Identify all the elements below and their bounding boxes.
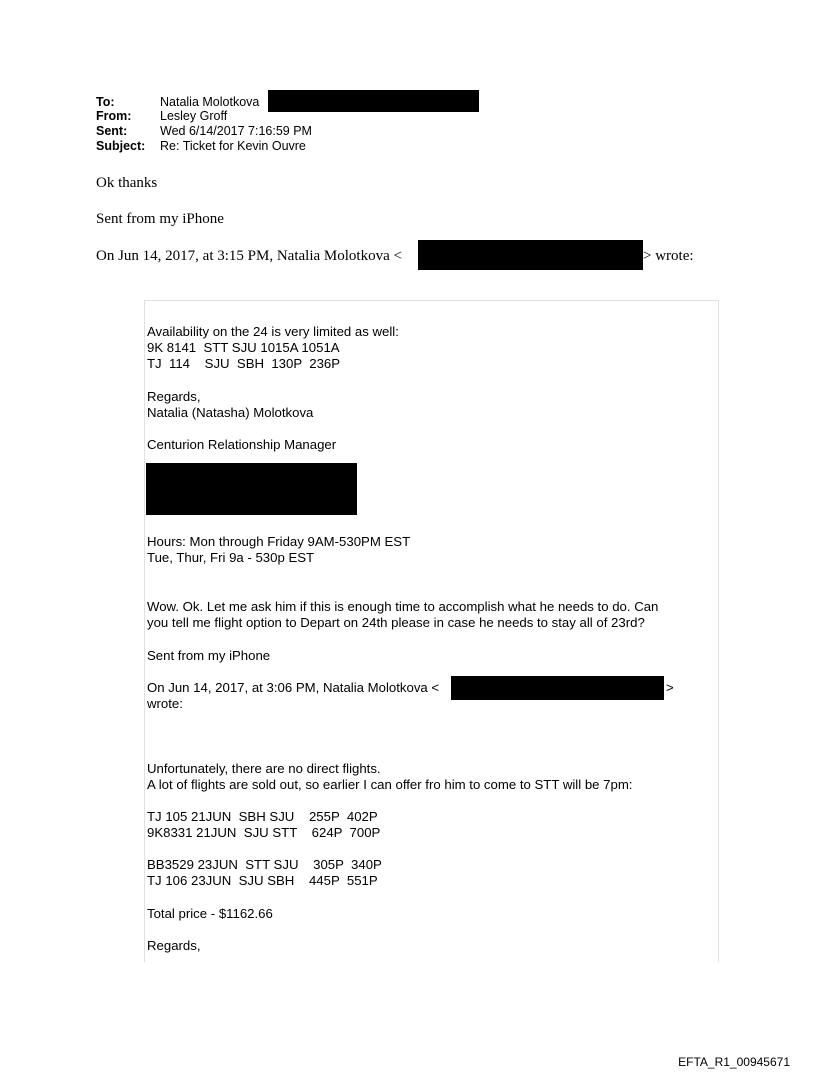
redaction-intro-2-email	[451, 676, 664, 700]
quoted-sender-name: Natalia (Natasha) Molotkova	[147, 405, 314, 420]
from-value: Lesley Groff	[160, 109, 228, 123]
subject-value: Re: Ticket for Kevin Ouvre	[160, 139, 306, 153]
quoted-regards: Regards,	[147, 389, 201, 404]
quoted-hours-2: Tue, Thur, Fri 9a - 530p EST	[147, 550, 315, 565]
to-label: To:	[96, 95, 115, 109]
quoted-sent-iphone: Sent from my iPhone	[147, 648, 271, 663]
sent-label: Sent:	[96, 124, 128, 138]
quoted-intro-2-wrote: wrote:	[147, 696, 183, 711]
quoted-intro-2-after: >	[666, 680, 674, 695]
from-label: From:	[96, 109, 132, 123]
quoted-leg-2: 9K8331 21JUN SJU STT 624P 700P	[147, 825, 381, 840]
sent-value: Wed 6/14/2017 7:16:59 PM	[160, 124, 312, 138]
reply-text: Ok thanks	[96, 175, 158, 191]
quoted-wow-2: you tell me flight option to Depart on 24th please in case he needs to stay all of 23rd?	[147, 615, 645, 630]
quoted-flight-2: TJ 114 SJU SBH 130P 236P	[147, 356, 341, 371]
redaction-quote-email	[418, 240, 643, 270]
quoted-wow-1: Wow. Ok. Let me ask him if this is enough time to accomplish what he needs to do. Can	[147, 599, 659, 614]
quoted-availability: Availability on the 24 is very limited as well:	[147, 324, 399, 339]
reply-signature: Sent from my iPhone	[96, 211, 224, 227]
quoted-leg-4: TJ 106 23JUN SJU SBH 445P 551P	[147, 873, 378, 888]
redaction-contact-block	[146, 463, 357, 515]
bates-number: EFTA_R1_00945671	[678, 1055, 790, 1069]
quoted-sender-title: Centurion Relationship Manager	[147, 437, 337, 452]
quoted-total-price: Total price - $1162.66	[147, 906, 273, 921]
quoted-flight-1: 9K 8141 STT SJU 1015A 1051A	[147, 340, 340, 355]
quoted-hours-1: Hours: Mon through Friday 9AM-530PM EST	[147, 534, 411, 549]
quoted-intro-2: On Jun 14, 2017, at 3:06 PM, Natalia Molotkova <	[147, 680, 440, 695]
quoted-leg-1: TJ 105 21JUN SBH SJU 255P 402P	[147, 809, 378, 824]
subject-label: Subject:	[96, 139, 146, 153]
quoted-unfortunately: Unfortunately, there are no direct flights.	[147, 761, 381, 776]
quoted-regards-2: Regards,	[147, 938, 201, 953]
quoted-leg-3: BB3529 23JUN STT SJU 305P 340P	[147, 857, 382, 872]
redaction-to-email	[268, 90, 479, 112]
quote-intro-after: > wrote:	[643, 248, 694, 264]
quoted-sold-out: A lot of flights are sold out, so earlier I can offer fro him to come to STT will be 7pm:	[147, 777, 633, 792]
quote-intro-before: On Jun 14, 2017, at 3:15 PM, Natalia Molotkova <	[96, 248, 402, 264]
quote-intro	[96, 247, 402, 265]
to-value: Natalia Molotkova	[160, 95, 260, 109]
